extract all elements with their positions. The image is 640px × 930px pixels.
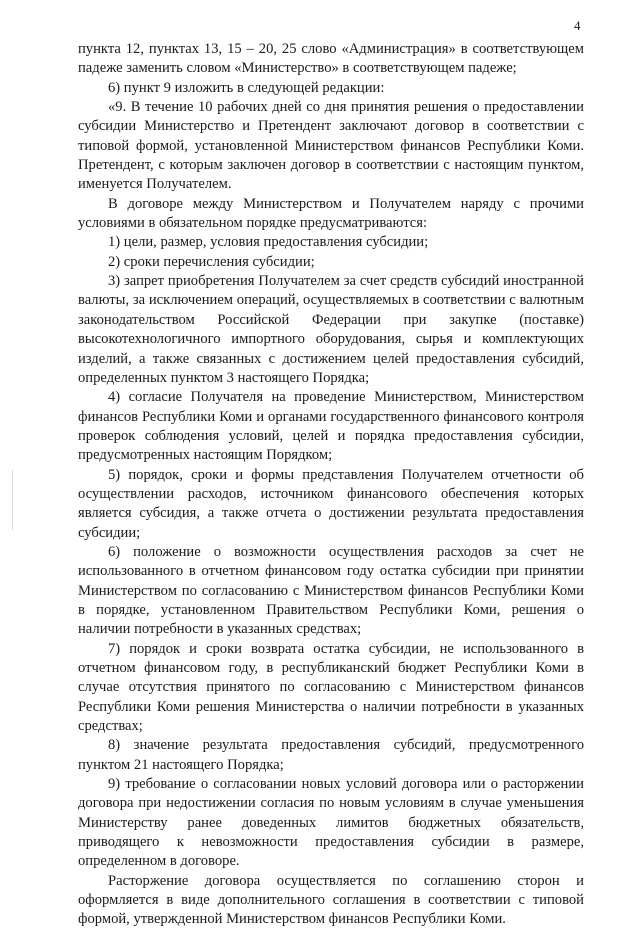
scan-edge-mark (12, 470, 13, 530)
paragraph-termination: Расторжение договора осуществляется по соглашению сторон и оформляется в виде дополнительного соглашения в соответствии с типовой формой, утвержденной Министерством финансов Республики Коми. (78, 872, 584, 928)
document-body (78, 40, 584, 930)
list-item-9: 9) требование о согласовании новых условий договора или о расторжении договора при недостижении согласия по новым условиям в случае уменьшения Министерству ранее доведенных лимитов бюджетных обязательств, приводящего к невозможности предоставления субсидии в размере, определенном в договоре. (78, 776, 584, 870)
paragraph-clause-9: «9. В течение 10 рабочих дней со дня принятия решения о предоставлении субсидии Министерство и Претендент заключают договор в соответствии с типовой формой, установленной Министерством финансов Республики Коми. Претендент, с которым заключен договор в соответствии с настоящим пунктом, именуется Получателем. (78, 99, 584, 193)
list-item-5: 5) порядок, сроки и формы представления Получателем отчетности об осуществлении расходов, источником финансового обеспечения которых является субсидия, а также отчета о достижении результата предоставления субсидии; (78, 466, 584, 541)
list-item-8: 8) значение результата предоставления субсидий, предусмотренного пунктом 21 настоящего Порядка; (78, 737, 584, 773)
list-item-6: 6) положение о возможности осуществления расходов за счет не использованного в отчетном финансовом году остатка субсидии при принятии Министерством по согласованию с Министерством финансов Республики Коми в порядке, установленном Правительством Республики Коми, решения о наличии потребности в указанных средствах; (78, 543, 584, 638)
paragraph-continuation: пункта 12, пунктах 13, 15 – 20, 25 слово «Администрация» в соответствующем падеже заменить словом «Министерство» в соответствующем падеже; (78, 41, 584, 77)
paragraph-item-6: 6) пункт 9 изложить в следующей редакции: (108, 79, 385, 96)
list-item-7: 7) порядок и сроки возврата остатка субсидии, не использованного в отчетном финансовом году, в республиканский бюджет Республики Коми в случае отсутствия принятого по согласованию с Министерством финансов Республики Коми решения Министерства о наличии потребности в указанных средствах; (78, 640, 584, 735)
list-item-1: 1) цели, размер, условия предоставления субсидии; (108, 234, 429, 251)
page-number: 4 (574, 18, 581, 33)
list-item-3: 3) запрет приобретения Получателем за счет средств субсидий иностранной валюты, за исключением операций, осуществляемых в соответствии с валютным законодательством Российской Федерации при закупке (поставке) высокотехнологичного импортного оборудования, сырья и комплектующих изделий, а также связанных с достижением целей предоставления субсидий, определенных пунктом 3 настоящего Порядка; (78, 273, 584, 386)
paragraph-contract-conditions: В договоре между Министерством и Получателем наряду с прочими условиями в обязательном порядке предусматриваются: (78, 195, 584, 232)
list-item-4: 4) согласие Получателя на проведение Министерством, Министерством финансов Республики Коми и органами государственного финансового контроля проверок соблюдения условий, целей и порядка предоставления субсидии, предусмотренных настоящим Порядком; (78, 389, 584, 464)
list-item-2: 2) сроки перечисления субсидии; (108, 253, 315, 270)
